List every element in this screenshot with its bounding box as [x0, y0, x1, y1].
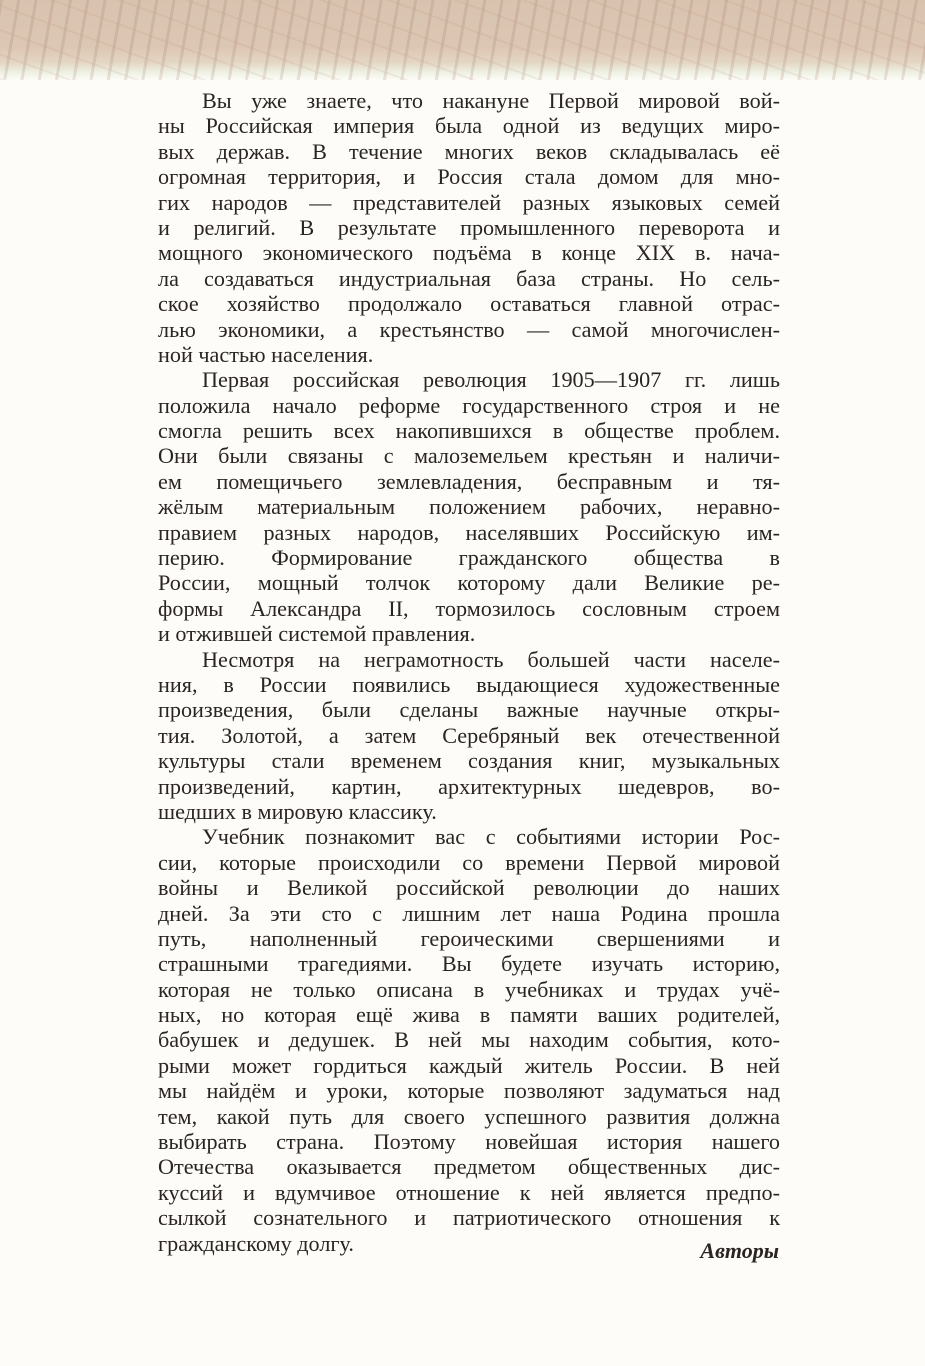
text-line: сии, которые происходили со времени Первой мировой — [158, 849, 780, 875]
text-line: ния, в России появились выдающиеся художественные — [158, 671, 780, 697]
body-text — [158, 88, 780, 1256]
text-line: ны Российская империя была одной из ведущих миро- — [158, 113, 780, 139]
text-line: и религий. В результате промышленного переворота и — [158, 214, 780, 240]
text-line: ское хозяйство продолжало оставаться главной отрас- — [158, 291, 780, 317]
text-line: гражданскому долгу. — [158, 1230, 354, 1256]
text-line: войны и Великой российской революции до наших — [158, 875, 780, 901]
text-line: Первая российская революция 1905—1907 гг. лишь — [202, 367, 780, 393]
text-line: культуры стали временем создания книг, музыкальных — [158, 748, 780, 774]
text-line: страшными трагедиями. Вы будете изучать историю, — [158, 951, 780, 977]
text-line: ной частью населения. — [158, 341, 374, 367]
text-line: смогла решить всех накопившихся в обществе проблем. — [158, 418, 780, 444]
text-line: выбирать страна. Поэтому новейшая история нашего — [158, 1129, 780, 1155]
text-line: Они были связаны с малоземельем крестьян и наличи- — [158, 443, 780, 469]
text-line: формы Александра II, тормозилось сословным строем — [158, 595, 780, 621]
text-line: России, мощный толчок которому дали Великие ре- — [158, 570, 780, 596]
banner-illustration — [0, 0, 925, 80]
text-line: Несмотря на неграмотность большей части населе- — [202, 646, 780, 672]
text-line: жёлым материальным положением рабочих, неравно- — [158, 494, 780, 520]
text-line: лью экономики, а крестьянство — самой многочислен- — [158, 316, 780, 342]
text-line: огромная территория, и Россия стала домом для мно- — [158, 164, 780, 190]
text-line: которая не только описана в учебниках и трудах учё- — [158, 976, 780, 1002]
text-line: шедших в мировую классику. — [158, 798, 437, 824]
text-line: бабушек и дедушек. В ней мы находим события, кото- — [158, 1027, 780, 1053]
text-line: произведения, были сделаны важные научные откры- — [158, 697, 780, 723]
text-line: мы найдём и уроки, которые позволяют задуматься над — [158, 1078, 780, 1104]
text-line: тия. Золотой, а затем Серебряный век отечественной — [158, 722, 780, 748]
text-line: рыми может гордиться каждый житель России. В ней — [158, 1052, 780, 1078]
authors-signature: Авторы — [700, 1238, 779, 1263]
decorative-header-banner — [0, 0, 925, 80]
text-line: ных, но которая ещё жива в памяти ваших родителей, — [158, 1002, 780, 1028]
text-line: дней. За эти сто с лишним лет наша Родина прошла — [158, 900, 780, 926]
text-line: вых держав. В течение многих веков складывалась её — [158, 138, 780, 164]
text-line: и отжившей системой правления. — [158, 621, 476, 647]
text-line: ем помещичьего землевладения, бесправным и тя- — [158, 468, 780, 494]
text-line: Учебник познакомит вас с событиями истории Рос- — [202, 824, 780, 850]
text-line: произведений, картин, архитектурных шедевров, во- — [158, 773, 780, 799]
text-line: путь, наполненный героическими свершениями и — [158, 925, 780, 951]
text-line: ла создаваться индустриальная база страны. Но сель- — [158, 265, 780, 291]
text-line: Отечества оказывается предметом общественных дис- — [158, 1154, 780, 1180]
text-line: гих народов — представителей разных языковых семей — [158, 189, 780, 215]
text-line: положила начало реформе государственного строя и не — [158, 392, 780, 418]
text-line: куссий и вдумчивое отношение к ней является предпо- — [158, 1179, 780, 1205]
text-line: тем, какой путь для своего успешного развития должна — [158, 1103, 780, 1129]
text-line: правием разных народов, населявших Российскую им- — [158, 519, 780, 545]
text-line: Вы уже знаете, что накануне Первой мировой вой- — [202, 88, 780, 113]
text-line: мощного экономического подъёма в конце XIX в. нача- — [158, 240, 780, 266]
text-line: перию. Формирование гражданского общества в — [158, 545, 780, 571]
text-line: сылкой сознательного и патриотического отношения к — [158, 1205, 780, 1231]
